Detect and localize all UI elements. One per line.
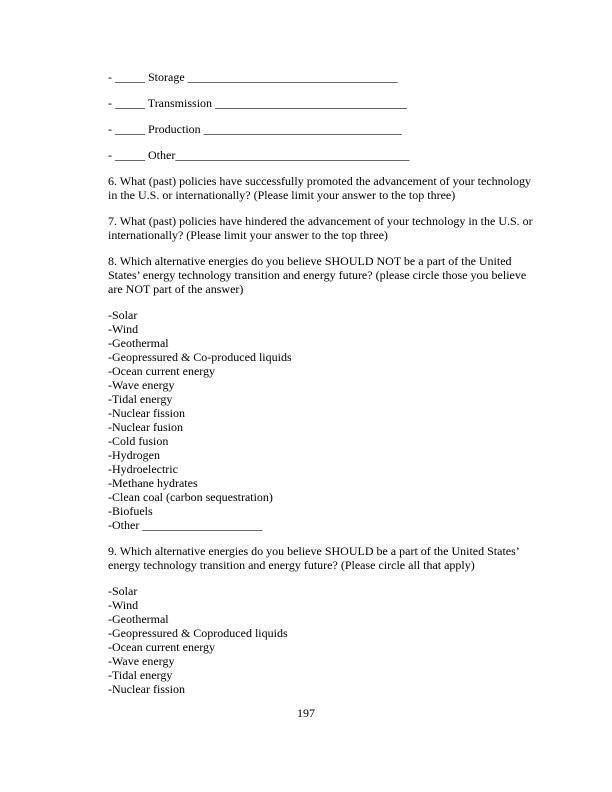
- storage-blank-line: - _____ Storage ___________________________________: [108, 70, 398, 84]
- list-item: -Cold fusion: [108, 434, 169, 448]
- list-item: -Nuclear fission: [108, 406, 185, 420]
- list-item: -Hydroelectric: [108, 462, 178, 476]
- list-item: -Hydrogen: [108, 448, 160, 462]
- list-item: -Geopressured & Co-produced liquids: [108, 350, 292, 364]
- question-8: 8. Which alternative energies do you believe SHOULD NOT be a part of the United States’ energy technology transition and energy future? (please circle those you believe are NOT part of the answer): [108, 254, 527, 296]
- transmission-blank-line: - _____ Transmission ________________________________: [108, 96, 408, 110]
- question-9: 9. Which alternative energies do you believe SHOULD be a part of the United States’ energy technology transition and energy future? (Please circle all that apply): [108, 544, 519, 572]
- question-7: 7. What (past) policies have hindered the advancement of your technology in the U.S. or internationally? (Please limit your answer to the top three): [108, 214, 533, 242]
- question-8-options: [108, 308, 538, 532]
- question-6: 6. What (past) policies have successfully promoted the advancement of your technology in the U.S. or internationally? (Please limit your answer to the top three): [108, 174, 531, 202]
- list-item: -Solar: [108, 308, 138, 322]
- document-page: [108, 70, 538, 708]
- list-item: -Other ____________________: [108, 518, 263, 532]
- list-item: -Wind: [108, 598, 139, 612]
- list-item: -Ocean current energy: [108, 364, 216, 378]
- list-item: -Geothermal: [108, 612, 169, 626]
- list-item: -Clean coal (carbon sequestration): [108, 490, 273, 504]
- list-item: -Tidal energy: [108, 668, 173, 682]
- list-item: -Wave energy: [108, 378, 175, 392]
- list-item: -Tidal energy: [108, 392, 173, 406]
- other-blank-line: - _____ Other_______________________________________: [108, 148, 410, 162]
- question-9-options: [108, 584, 538, 696]
- list-item: -Methane hydrates: [108, 476, 198, 490]
- list-item: -Wave energy: [108, 654, 175, 668]
- list-item: -Nuclear fusion: [108, 420, 183, 434]
- list-item: -Ocean current energy: [108, 640, 216, 654]
- list-item: -Nuclear fission: [108, 682, 185, 696]
- list-item: -Geopressured & Coproduced liquids: [108, 626, 288, 640]
- list-item: -Geothermal: [108, 336, 169, 350]
- page-number: 197: [297, 706, 315, 720]
- list-item: -Biofuels: [108, 504, 153, 518]
- list-item: -Wind: [108, 322, 139, 336]
- production-blank-line: - _____ Production _________________________________: [108, 122, 402, 136]
- list-item: -Solar: [108, 584, 138, 598]
